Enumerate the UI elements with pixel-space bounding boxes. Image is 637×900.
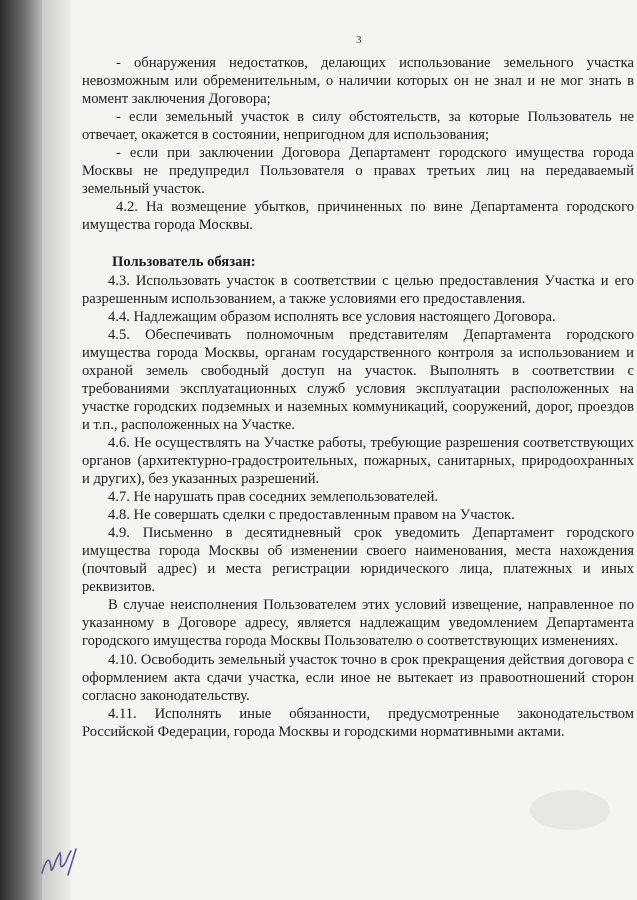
obligation-item: В случае неисполнения Пользователем этих условий извещение, направленное по указанному в Договоре адресу, является надлежащим уведомлением Департамента городского имущества города Москвы Пользователю о соответствующих изменениях. [82,597,634,650]
scan-shadow [0,0,42,900]
paragraph: 4.2. На возмещение убытков, причиненных по вине Департамента городского имущества города Москвы. [82,199,634,234]
document-body [82,54,634,741]
paragraph: - если при заключении Договора Департамент городского имущества города Москвы не предупредил Пользователя о правах третьих лиц на передаваемый земельный участок. [82,145,634,198]
paragraph: - если земельный участок в силу обстоятельств, за которые Пользователь не отвечает, окажется в состоянии, непригодном для использования; [82,109,634,144]
obligation-item: 4.10. Освободить земельный участок точно в срок прекращения действия договора с оформлением акта сдачи участка, если иное не вытекает из правоотношений сторон согласно законодательству. [82,651,634,704]
scan-blemish [530,790,610,830]
obligation-item: 4.8. Не совершать сделки с предоставленным правом на Участок. [108,507,515,524]
handwritten-initials [38,845,80,881]
paragraph: - обнаружения недостатков, делающих использование земельного участка невозможным или обременительным, о наличии которых он не знал и не мог знать в момент заключения Договора; [82,55,634,108]
obligation-item: 4.7. Не нарушать прав соседних землепользователей. [108,489,439,506]
obligation-item: 4.3. Использовать участок в соответствии с целью предоставления Участка и его разрешенным использованием, а также условиями его предоставления. [82,272,634,307]
scan-edge [42,0,72,900]
section-heading: Пользователь обязан: [112,254,256,271]
obligation-item: 4.5. Обеспечивать полномочным представителям Департамента городского имущества города Москвы, органам государственного контроля за использованием и охраной земель свободный доступ на участок. Выполнять в соответствии с требованиями эксплуатационных служб условия эксплуатации расположенных на участке городских подземных и наземных коммуникаций, сооружений, дорог, проездов и т.п., расположенных на Участке. [82,326,634,433]
obligation-item: 4.4. Надлежащим образом исполнять все условия настоящего Договора. [108,308,556,325]
obligation-item: 4.9. Письменно в десятидневный срок уведомить Департамент городского имущества города Москвы об изменении своего наименования, места нахождения (почтовый адрес) и места регистрации юридического лица, платежных и иных реквизитов. [82,525,634,596]
page-number: 3 [356,34,362,46]
obligation-item: 4.6. Не осуществлять на Участке работы, требующие разрешения соответствующих органов (архитектурно-градостроительных, пожарных, санитарных, природоохранных и других), без указанных разрешений. [82,434,634,488]
obligation-item: 4.11. Исполнять иные обязанности, предусмотренные законодательством Российской Федерации, города Москвы и городскими нормативными актами. [82,705,634,740]
